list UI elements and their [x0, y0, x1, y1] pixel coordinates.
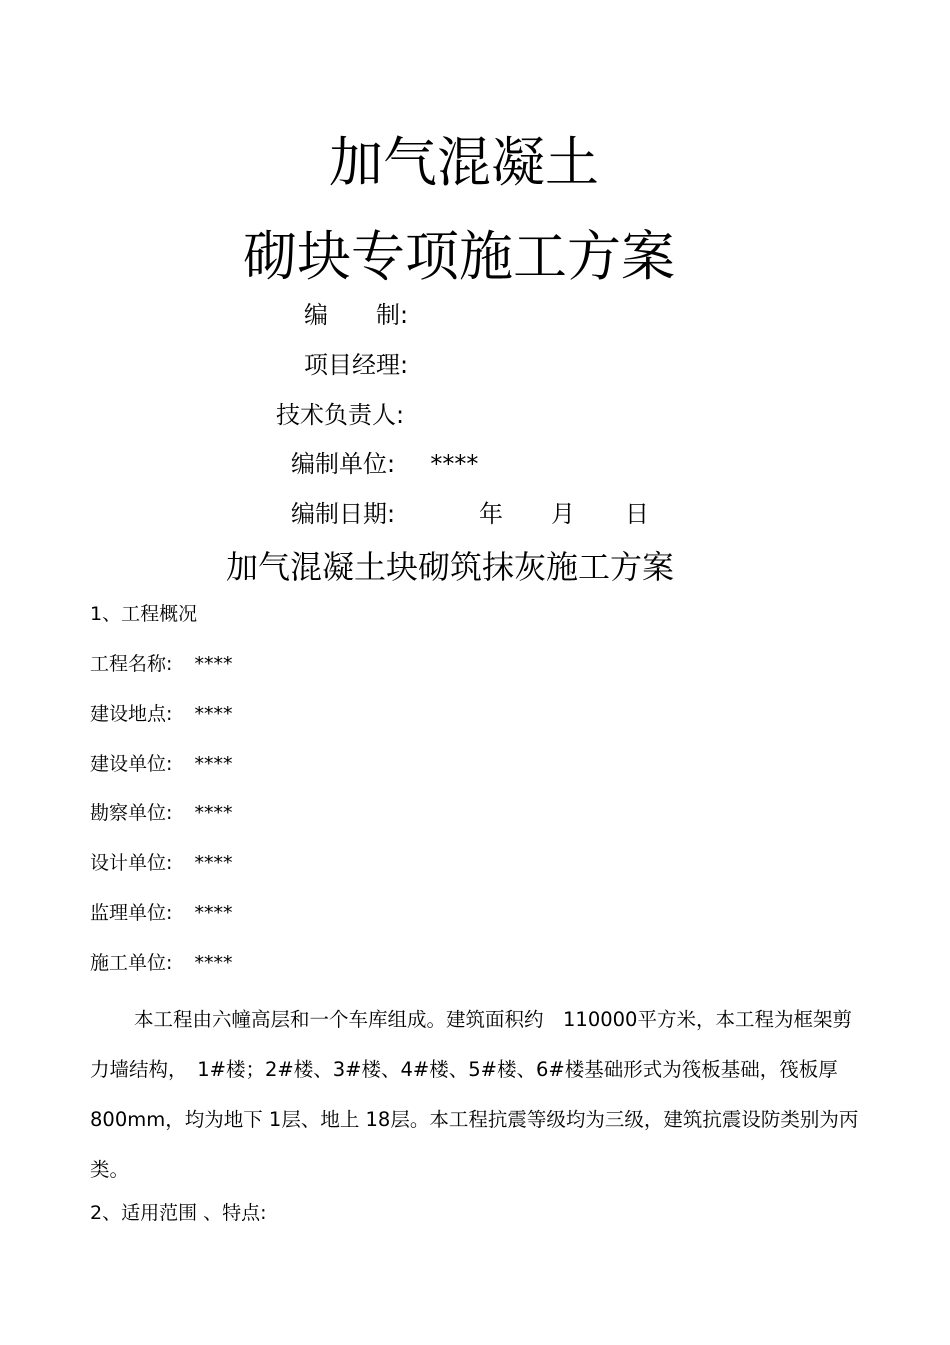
- overview-row: [90, 900, 232, 926]
- title-line-1: 加气混凝土: [329, 131, 599, 194]
- overview-label: 建设地点:: [90, 703, 173, 725]
- overview-label: 工程名称:: [90, 653, 173, 675]
- tech-lead-row: [276, 399, 404, 431]
- manager-label: 项目经理:: [304, 351, 409, 379]
- project-description: 本工程由六幢高层和一个车库组成。建筑面积约 110000平方米，本工程为框架剪力墙结构， 1#楼；2#楼、3#楼、4#楼、5#楼、6#楼基础形式为筏板基础，筏板厚 800mm，均为地下 1层、地上 18层。本工程抗震等级均为三级，建筑抗震设防类别为丙类。: [90, 1008, 859, 1181]
- title-line-2: 砌块专项施工方案: [243, 225, 675, 288]
- overview-label: 施工单位:: [90, 952, 173, 974]
- date-month: 月: [551, 500, 575, 528]
- overview-value: ****: [194, 902, 233, 924]
- document-title: 加气混凝土块砌筑抹灰施工方案: [225, 548, 674, 586]
- overview-value: ****: [194, 852, 233, 874]
- compiler-label: 编 制:: [304, 301, 409, 329]
- unit-label: 编制单位:: [291, 450, 396, 478]
- overview-value: ****: [194, 703, 233, 725]
- unit-value: ****: [430, 450, 479, 478]
- overview-value: ****: [194, 653, 233, 675]
- date-label: 编制日期:: [291, 500, 396, 528]
- overview-row: [90, 651, 232, 677]
- overview-label: 建设单位:: [90, 753, 173, 775]
- manager-row: [304, 349, 408, 381]
- overview-value: ****: [194, 753, 233, 775]
- overview-row: [90, 800, 232, 826]
- date-row: [291, 498, 395, 530]
- section-1-heading: 1、工程概况: [90, 603, 198, 625]
- date-year: 年: [479, 500, 503, 528]
- unit-row: [291, 448, 478, 480]
- overview-label: 监理单位:: [90, 902, 173, 924]
- overview-value: ****: [194, 952, 233, 974]
- date-day: 日: [625, 500, 649, 528]
- overview-row: [90, 950, 232, 976]
- overview-label: 设计单位:: [90, 852, 173, 874]
- overview-value: ****: [194, 802, 233, 824]
- overview-row: [90, 701, 232, 727]
- overview-row: [90, 850, 232, 876]
- tech-lead-label: 技术负责人:: [276, 401, 405, 429]
- section-2-heading: 2、适用范围 、特点:: [90, 1202, 267, 1224]
- compiler-row: [304, 299, 408, 331]
- overview-label: 勘察单位:: [90, 802, 173, 824]
- overview-row: [90, 751, 232, 777]
